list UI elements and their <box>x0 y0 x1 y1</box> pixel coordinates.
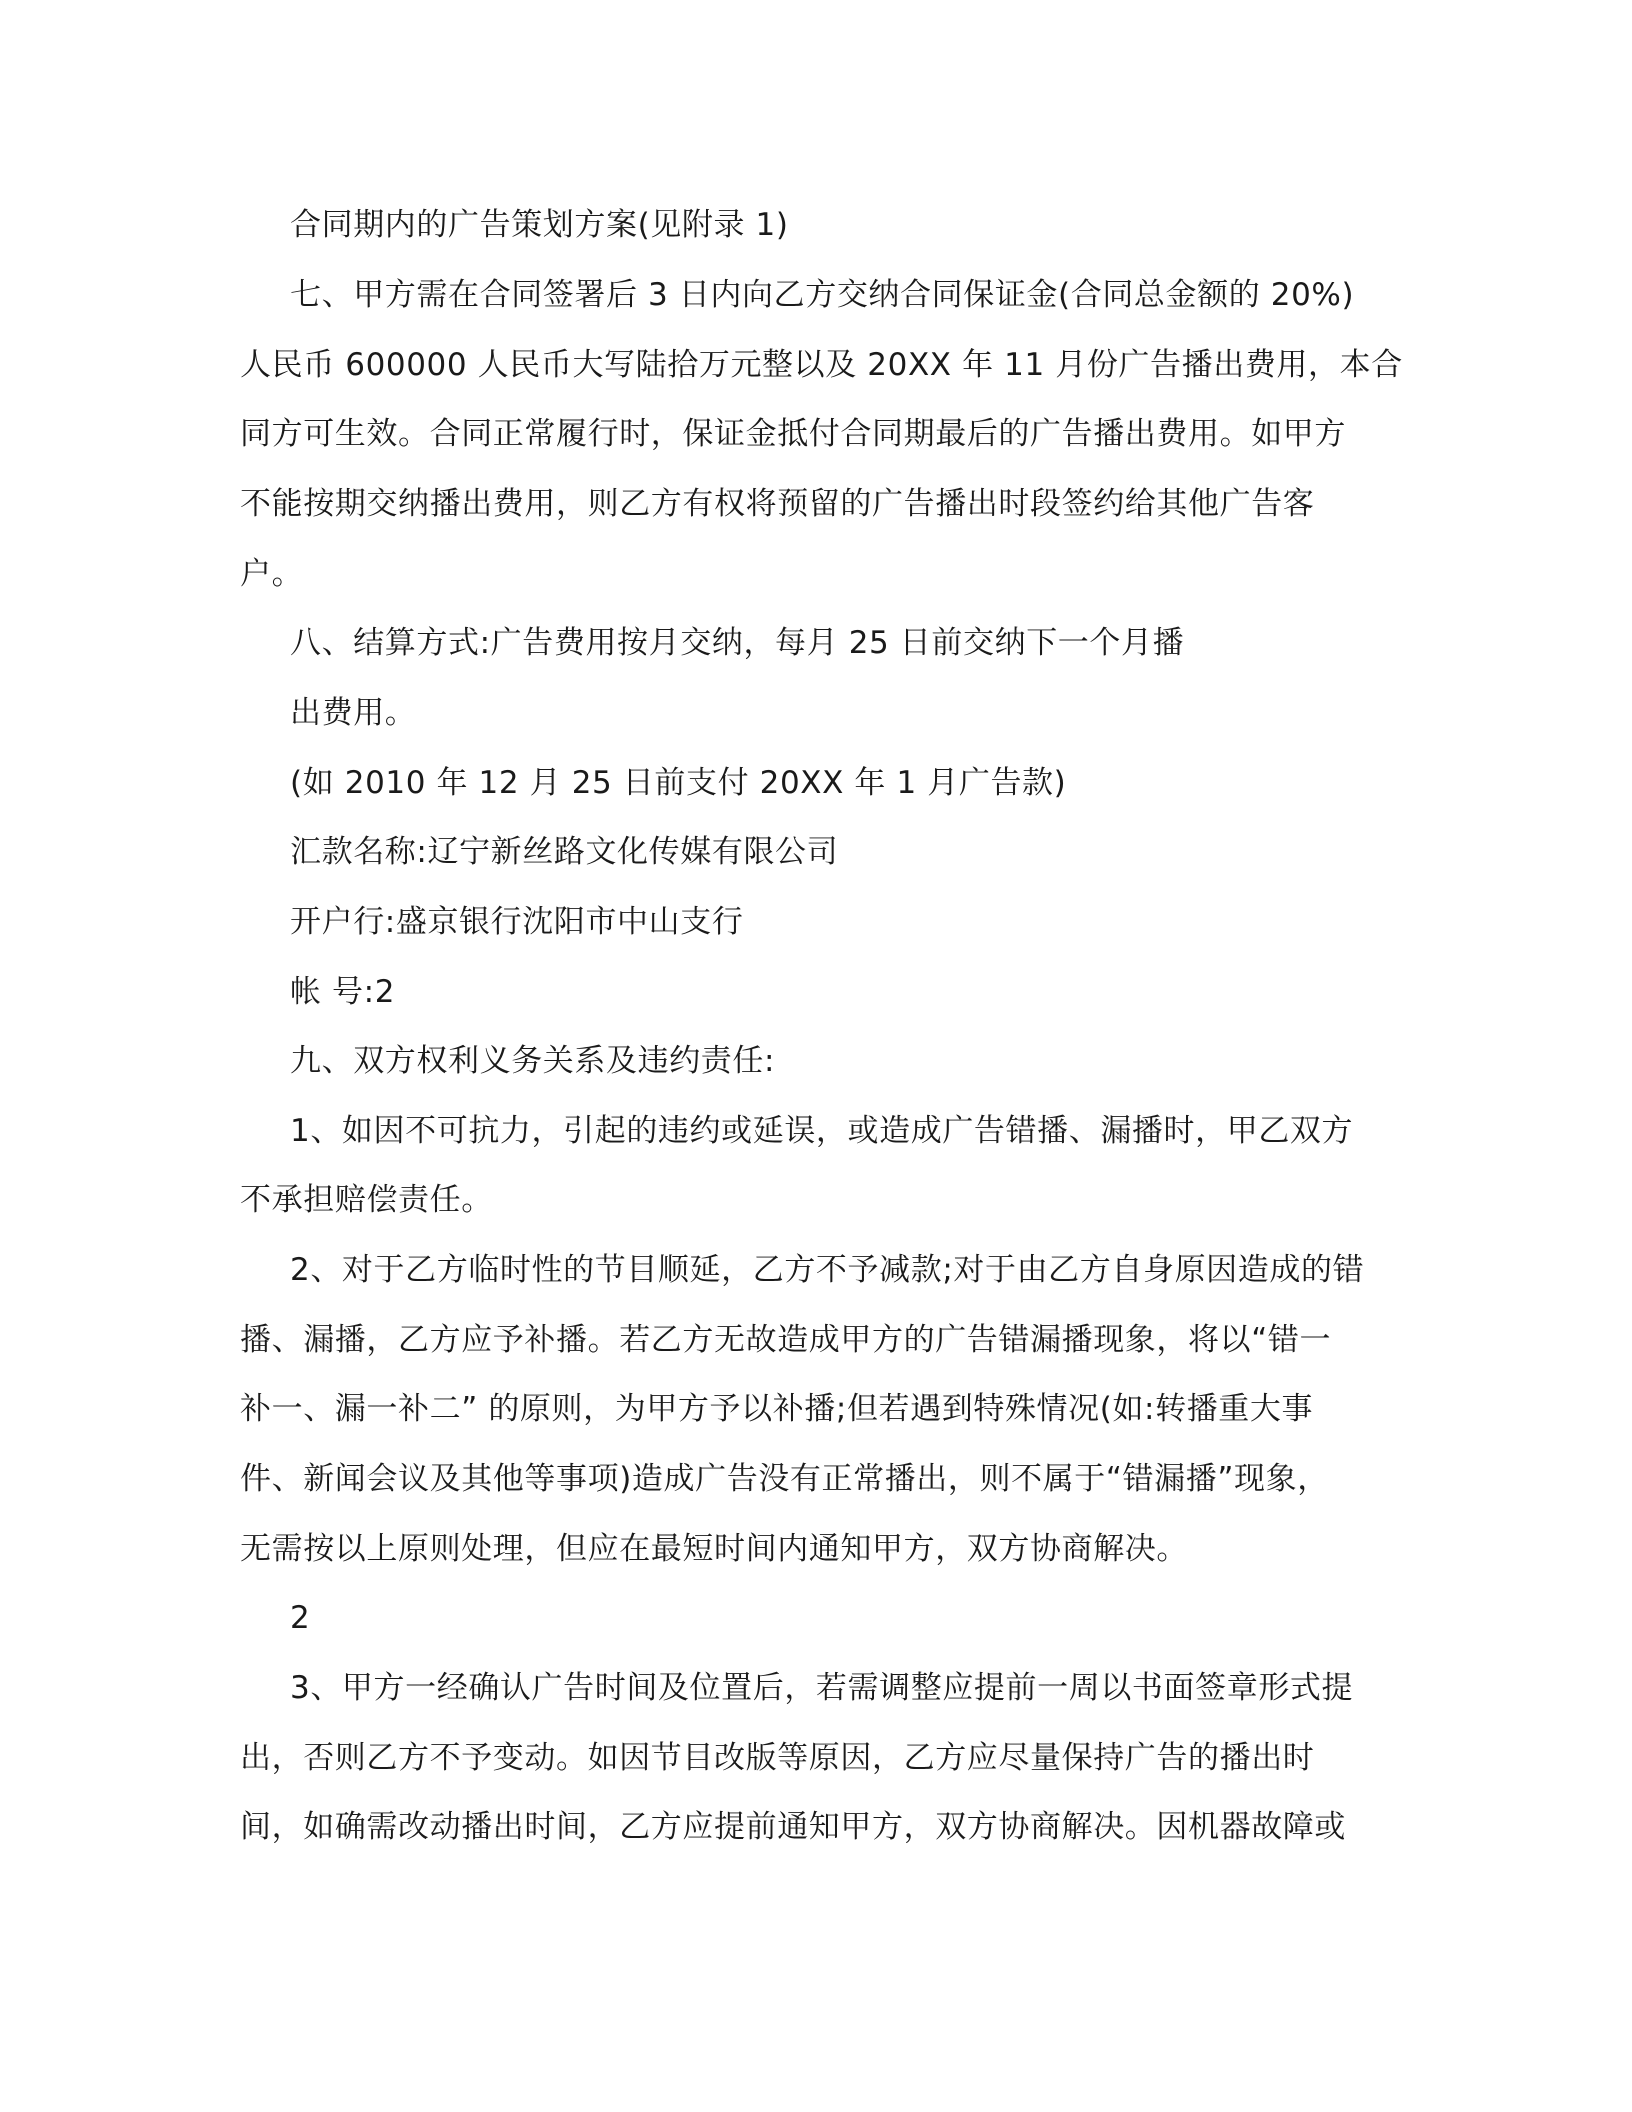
text-line: 不能按期交纳播出费用，则乙方有权将预留的广告播出时段签约给其他广告客 <box>240 486 1315 522</box>
text-line: (如 2010 年 12 月 25 日前支付 20XX 年 1 月广告款) <box>290 765 1067 801</box>
text-line: 补一、漏一补二” 的原则，为甲方予以补播;但若遇到特殊情况(如:转播重大事 <box>240 1391 1314 1427</box>
text-line: 间，如确需改动播出时间，乙方应提前通知甲方，双方协商解决。因机器故障或 <box>240 1809 1346 1845</box>
text-line: 合同期内的广告策划方案(见附录 1) <box>290 207 789 243</box>
page-number: 2 <box>290 1600 311 1636</box>
text-line: 八、结算方式:广告费用按月交纳，每月 25 日前交纳下一个月播 <box>290 625 1185 661</box>
text-line: 同方可生效。合同正常履行时，保证金抵付合同期最后的广告播出费用。如甲方 <box>240 416 1346 452</box>
text-line: 无需按以上原则处理，但应在最短时间内通知甲方，双方协商解决。 <box>240 1531 1188 1567</box>
text-line: 2、对于乙方临时性的节目顺延，乙方不予减款;对于由乙方自身原因造成的错 <box>290 1252 1365 1288</box>
text-line: 1、如因不可抗力，引起的违约或延误，或造成广告错播、漏播时，甲乙双方 <box>290 1113 1354 1149</box>
text-line: 件、新闻会议及其他等事项)造成广告没有正常播出，则不属于“错漏播”现象， <box>240 1461 1329 1497</box>
text-line: 七、甲方需在合同签署后 3 日内向乙方交纳合同保证金(合同总金额的 20%) <box>290 277 1355 313</box>
text-line: 3、甲方一经确认广告时间及位置后，若需调整应提前一周以书面签章形式提 <box>290 1670 1354 1706</box>
text-line: 播、漏播，乙方应予补播。若乙方无故造成甲方的广告错漏播现象，将以“错一 <box>240 1322 1332 1358</box>
text-line: 九、双方权利义务关系及违约责任: <box>290 1043 776 1079</box>
text-line: 开户行:盛京银行沈阳市中山支行 <box>290 904 744 940</box>
text-line: 出费用。 <box>290 695 417 731</box>
text-line: 户。 <box>240 556 304 592</box>
text-line: 汇款名称:辽宁新丝路文化传媒有限公司 <box>290 834 839 870</box>
text-line: 帐 号:2 <box>290 974 396 1010</box>
text-line: 人民币 600000 人民币大写陆拾万元整以及 20XX 年 11 月份广告播出费用，本合 <box>240 347 1403 383</box>
text-line: 不承担赔偿责任。 <box>240 1182 493 1218</box>
text-line: 出，否则乙方不予变动。如因节目改版等原因，乙方应尽量保持广告的播出时 <box>240 1740 1315 1776</box>
